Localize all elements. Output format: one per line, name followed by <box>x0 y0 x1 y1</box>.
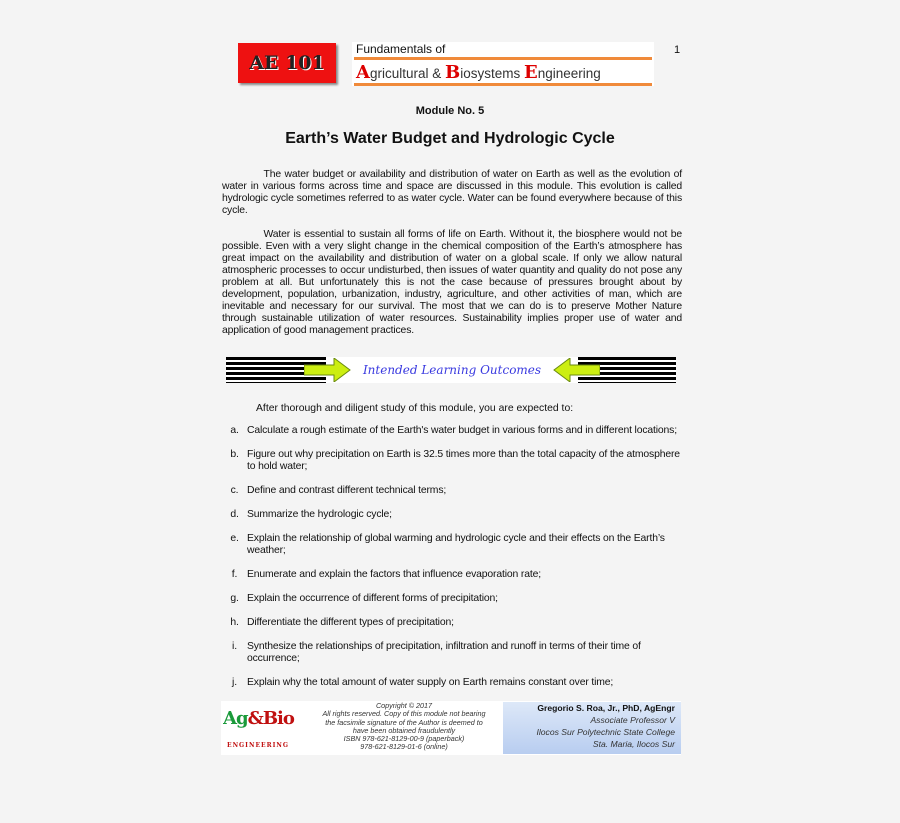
objective-text: Explain why the total amount of water supply on Earth remains constant over time; <box>247 677 614 688</box>
objective-letter: g. <box>230 593 239 604</box>
objectives-intro: After thorough and diligent study of this module, you are expected to: <box>256 403 574 414</box>
objective-item <box>222 425 682 437</box>
objective-letter: j. <box>232 677 237 688</box>
copyright-line: Copyright © 2017 <box>375 701 433 710</box>
copyright-line: 978-621-8129-01-6 (online) <box>360 742 448 752</box>
objective-text: Explain the relationship of global warming and hydrologic cycle and their effects on the Earth’s weather; <box>247 533 665 556</box>
title-word: ngineering <box>537 66 601 81</box>
objective-letter: b. <box>230 449 239 460</box>
objective-text: Summarize the hydrologic cycle; <box>247 509 392 520</box>
objective-letter: i. <box>232 641 237 652</box>
objective-text: Differentiate the different types of precipitation; <box>247 617 454 628</box>
objective-text: Define and contrast different technical terms; <box>247 485 447 496</box>
objective-letter: h. <box>230 617 239 628</box>
title-word: gricultural & <box>369 66 445 81</box>
course-title-banner <box>352 42 654 86</box>
learning-outcomes-banner <box>226 357 676 383</box>
arrow-left-icon <box>552 358 600 382</box>
title-initial: A <box>356 62 370 83</box>
divider <box>354 57 652 60</box>
copyright-line: the facsimile signature of the Author is deemed to <box>325 717 483 727</box>
course-title-line2 <box>356 62 601 83</box>
divider <box>354 83 652 86</box>
copyright-notice <box>309 702 499 752</box>
title-initial: B <box>445 62 461 83</box>
objective-item <box>222 617 682 629</box>
copyright-line: ISBN 978-621-8129-00-9 (paperback) <box>343 734 465 744</box>
author-location: Sta. Maria, Ilocos Sur <box>592 739 675 749</box>
copyright-line: All rights reserved. Copy of this module not bearing <box>322 709 486 719</box>
objective-item <box>222 593 682 605</box>
objectives-list <box>0 425 900 689</box>
objective-item <box>222 569 682 581</box>
objective-text: Calculate a rough estimate of the Earth's water budget in various forms and in different locations; <box>247 425 677 436</box>
banner-title: Intended Learning Outcomes <box>362 363 542 377</box>
course-code-logo <box>238 43 336 83</box>
objective-item <box>222 449 682 473</box>
objective-letter: f. <box>231 569 238 580</box>
title-initial: E <box>523 62 538 83</box>
footer <box>221 701 681 755</box>
arrow-right-icon <box>304 358 352 382</box>
page-body <box>0 104 900 755</box>
page-title: Earth’s Water Budget and Hydrologic Cycle <box>285 130 615 147</box>
course-code: AE 101 <box>249 52 325 74</box>
agbio-logo: Ag&Bio ENGINEERING <box>223 708 294 749</box>
objective-item <box>222 485 682 497</box>
objective-text: Enumerate and explain the factors that influence evaporation rate; <box>247 569 541 580</box>
objective-item <box>222 641 682 665</box>
module-number: Module No. 5 <box>415 105 485 117</box>
author-name: Gregorio S. Roa, Jr., PhD, AgEngr <box>537 703 675 713</box>
objective-text: Synthesize the relationships of precipitation, infiltration and runoff in terms of their time of occurrence; <box>247 641 641 664</box>
objective-letter: d. <box>230 509 239 520</box>
paragraph: Water is essential to sustain all forms of life on Earth. Without it, the biosphere would not be possible. Even with a very slight change in the chemical composition of the Earth’s atmosphere has great impact on the availability and distribution of water on a global scale. If only we allow natural atmospheric processes to occur undisturbed, then issues of water quantity and quality do not pose any problem at all. But unfortunately this is not the case because of pressures brought about by development, population, urbanization, industry, agriculture, and other activities of man, which are inevitable and necessary for our survival. The most that we can do is to preserve Mother Nature through sustainable utilization of water resources. Sustainability implies proper use of water and application of good management practices. <box>222 229 682 336</box>
author-institution: Ilocos Sur Polytechnic State College <box>536 727 675 737</box>
copyright-line: have been obtained fraudulently <box>352 725 456 735</box>
page-number: 1 <box>674 44 681 56</box>
objective-item <box>222 533 682 557</box>
objective-item <box>222 509 682 521</box>
paragraph: The water budget or availability and distribution of water on Earth as well as the evolution of water in various forms across time and space are discussed in this module. This evolution is called hydrologic cycle sometimes referred to as water cycle. Water can be found everywhere because of this cycle. <box>222 169 682 216</box>
author-title: Associate Professor V <box>590 715 675 725</box>
objective-item <box>222 677 682 689</box>
title-word: iosystems <box>460 66 524 81</box>
objective-text: Figure out why precipitation on Earth is 32.5 times more than the total capacity of the atmosphere to hold water; <box>247 449 680 472</box>
objective-letter: a. <box>230 425 239 436</box>
objective-text: Explain the occurrence of different forms of precipitation; <box>247 593 498 604</box>
author-box <box>503 702 681 754</box>
logo-subtitle: ENGINEERING <box>227 742 290 749</box>
course-title-line1: Fundamentals of <box>356 42 446 56</box>
objective-letter: e. <box>230 533 239 544</box>
objective-letter: c. <box>230 485 239 496</box>
